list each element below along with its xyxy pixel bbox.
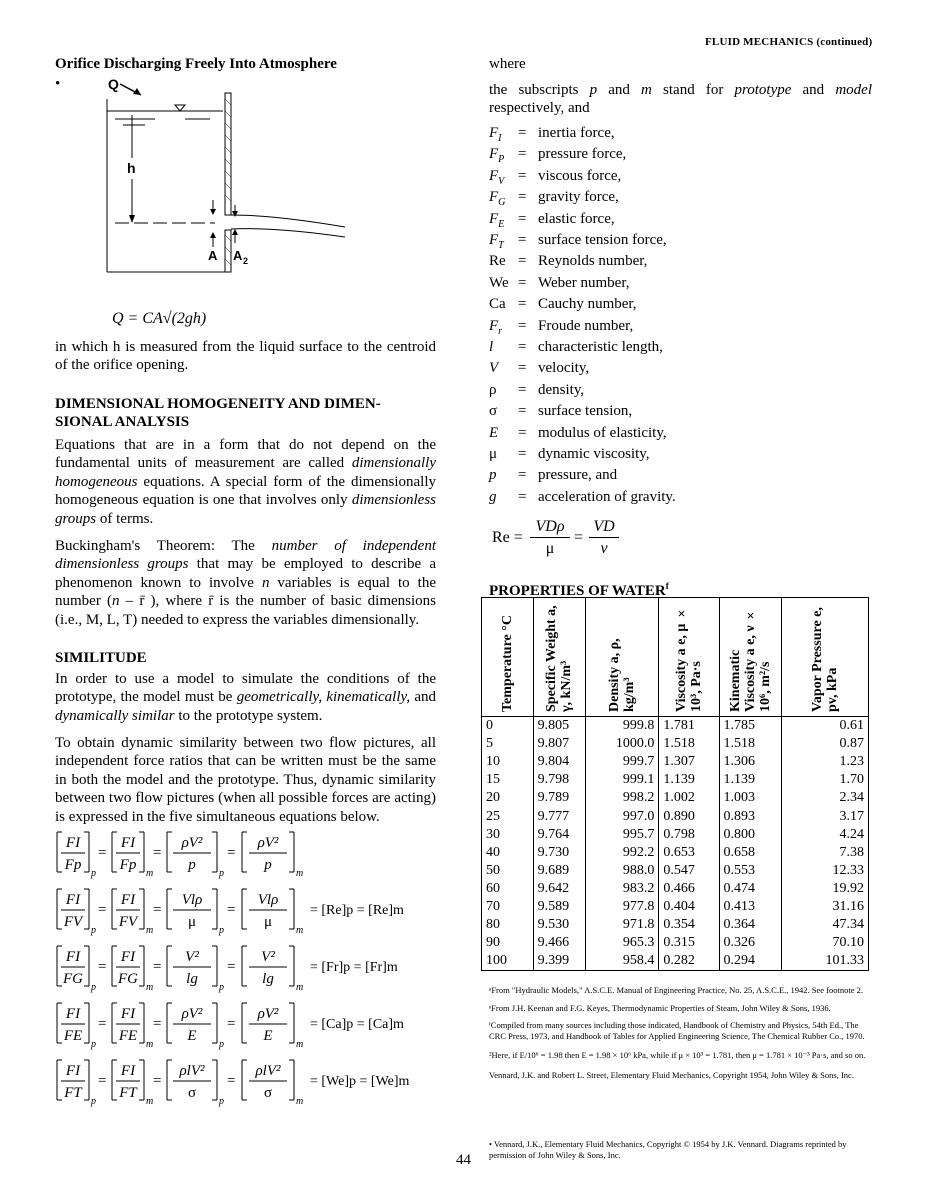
equation-subscript: p	[91, 868, 96, 879]
table-cell: 9.530	[533, 916, 586, 934]
a2-label: A	[233, 248, 243, 263]
table-cell: 9.807	[533, 735, 586, 753]
equation-numerator: FI	[65, 892, 81, 908]
equation-numerator: FI	[65, 1006, 81, 1022]
table-cell: 10	[482, 753, 534, 771]
table-cell: 9.798	[533, 771, 586, 789]
table-cell: 9.466	[533, 934, 586, 952]
water-properties-table	[481, 597, 869, 971]
definition-symbol: We	[489, 274, 509, 291]
definition-equals: =	[518, 424, 527, 441]
definition-equals: =	[518, 167, 527, 184]
table-cell: 101.33	[781, 952, 868, 971]
table-cell: 999.1	[586, 771, 659, 789]
reynolds-formula: Re = VDρ μ = VD ν	[492, 518, 612, 558]
equation-subscript: p	[219, 982, 224, 993]
table-header-cell: Vapor Pressure e, pv, kPa	[781, 598, 868, 717]
table-cell: 70	[482, 898, 534, 916]
table-cell: 977.8	[586, 898, 659, 916]
similitude-title: SIMILITUDE	[55, 650, 147, 666]
table-cell: 1.306	[719, 753, 781, 771]
equation-denominator: lg	[186, 971, 198, 987]
table-row	[482, 952, 869, 971]
definition-equals: =	[518, 360, 527, 377]
dim-paragraph-1: Equations that are in a form that do not depend on the fundamental units of measurement are called dimensionally homogeneous equations. A special form of the dimensionally homogeneous equation is one that involves only dimensionless groups of terms.	[55, 437, 436, 527]
equation-numerator: ρV²	[257, 1006, 279, 1022]
equation-tail: = [We]p = [We]m	[310, 1074, 410, 1089]
table-row	[482, 735, 869, 753]
table-cell: 70.10	[781, 934, 868, 952]
equation-numerator: FI	[65, 949, 81, 965]
table-cell: 9.689	[533, 862, 586, 880]
equation-denominator: FV	[63, 914, 83, 930]
table-cell: 25	[482, 807, 534, 825]
equation-numerator: ρlV²	[255, 1063, 281, 1079]
table-cell: 9.805	[533, 717, 586, 736]
equation-subscript: p	[219, 1039, 224, 1050]
definition-equals: =	[518, 232, 527, 248]
table-cell: 30	[482, 826, 534, 844]
dim-title-line2: SIONAL ANALYSIS	[55, 414, 190, 430]
definition-symbol: $F_V$	[489, 167, 505, 187]
definition-symbol: μ	[489, 446, 498, 462]
page-number: 44	[456, 1152, 471, 1168]
table-cell: 3.17	[781, 807, 868, 825]
table-cell: 9.399	[533, 952, 586, 971]
q-label: Q	[108, 76, 119, 92]
definition-symbol: V	[489, 360, 499, 377]
equation-subscript: m	[146, 868, 154, 879]
equation-subscript: m	[296, 1096, 304, 1107]
equation-equals: =	[98, 1016, 107, 1032]
equation-denominator: p	[264, 857, 272, 873]
equation-equals: =	[227, 1073, 236, 1089]
equation-equals: =	[98, 959, 107, 975]
a-label: A	[208, 248, 218, 263]
equation-numerator: ρV²	[181, 835, 203, 851]
table-cell: 9.730	[533, 844, 586, 862]
definition-meaning: surface tension,	[538, 403, 633, 420]
table-cell: 7.38	[781, 844, 868, 862]
table-cell: 1.785	[719, 717, 781, 736]
equation-subscript: p	[91, 925, 96, 936]
definition-meaning: elastic force,	[538, 210, 615, 227]
equation-numerator: ρV²	[257, 835, 279, 851]
table-cell: 0.294	[719, 952, 781, 971]
definition-meaning: dynamic viscosity,	[538, 446, 650, 462]
table-cell: 0.364	[719, 916, 781, 934]
definition-symbol: σ	[489, 403, 498, 420]
equation-numerator: FI	[120, 892, 136, 908]
equation-subscript: m	[146, 925, 154, 936]
equation-numerator: FI	[120, 1006, 136, 1022]
table-header-cell: Temperature °C	[482, 598, 534, 717]
table-cell: 0.890	[659, 807, 719, 825]
definition-equals: =	[518, 488, 527, 505]
table-cell: 2.34	[781, 789, 868, 807]
table-cell: 47.34	[781, 916, 868, 934]
table-cell: 9.789	[533, 789, 586, 807]
equation-subscript: p	[219, 925, 224, 936]
equation-numerator: FI	[65, 1063, 81, 1079]
table-cell: 0.466	[659, 880, 719, 898]
equation-subscript: p	[91, 1039, 96, 1050]
definition-symbol: $F_G$	[489, 189, 506, 209]
table-cell: 0	[482, 717, 534, 736]
definition-equals: =	[518, 210, 527, 227]
table-cell: 0.413	[719, 898, 781, 916]
orifice-formula: Q = CA√(2gh)	[112, 310, 207, 327]
equation-equals: =	[153, 959, 162, 975]
table-cell: 60	[482, 880, 534, 898]
table-cell: 9.589	[533, 898, 586, 916]
running-header: FLUID MECHANICS (continued)	[705, 36, 873, 48]
definition-symbol: $F_r$	[489, 317, 503, 337]
definition-symbol: $F_E$	[489, 210, 505, 230]
table-cell: 0.326	[719, 934, 781, 952]
table-cell: 9.777	[533, 807, 586, 825]
bullet: •	[55, 76, 61, 92]
definition-symbol: Ca	[489, 296, 506, 313]
definition-symbol: l	[489, 339, 494, 355]
equation-denominator: FG	[63, 971, 83, 987]
table-header-cell: Viscosity a e, μ × 10³, Pa·s	[659, 598, 719, 717]
table-cell: 9.642	[533, 880, 586, 898]
equation-denominator: μ	[263, 914, 273, 930]
table-cell: 0.404	[659, 898, 719, 916]
dim-title	[55, 395, 436, 431]
table-cell: 1.518	[719, 735, 781, 753]
equation-numerator: ρlV²	[179, 1063, 205, 1079]
equation-denominator: FE	[118, 1028, 138, 1044]
equation-denominator: FT	[64, 1085, 82, 1101]
definition-symbol: Re	[489, 253, 506, 270]
equation-numerator: V²	[261, 949, 275, 965]
definition-meaning: viscous force,	[538, 167, 622, 184]
equation-subscript: m	[146, 1039, 154, 1050]
table-cell: 0.800	[719, 826, 781, 844]
equation-denominator: σ	[263, 1085, 273, 1101]
table-cell: 1.781	[659, 717, 719, 736]
table-cell: 999.8	[586, 717, 659, 736]
table-row	[482, 807, 869, 825]
definition-meaning: surface tension force,	[538, 232, 667, 248]
table-cell: 0.553	[719, 862, 781, 880]
definition-symbol: p	[489, 467, 497, 484]
table-row	[482, 934, 869, 952]
footnote: Vennard, J.K. and Robert L. Street, Elementary Fluid Mechanics, Copyright 1954, John Wiley & Sons, Inc.	[489, 1070, 854, 1080]
table-row	[482, 862, 869, 880]
table-row	[482, 826, 869, 844]
equation-denominator: FT	[119, 1085, 137, 1101]
equation-denominator: σ	[187, 1085, 197, 1101]
equation-denominator: E	[187, 1028, 197, 1044]
definition-meaning: Froude number,	[538, 317, 634, 334]
definition-symbol: $F_T$	[489, 232, 504, 251]
equation-equals: =	[98, 1073, 107, 1089]
equation-subscript: p	[219, 1096, 224, 1107]
equation-subscript: p	[91, 982, 96, 993]
h-label: h	[127, 160, 136, 176]
definition-meaning: characteristic length,	[538, 339, 663, 355]
table-row	[482, 717, 869, 736]
equation-equals: =	[227, 902, 236, 918]
equation-numerator: FI	[120, 949, 136, 965]
equation-denominator: Fp	[64, 857, 82, 873]
definition-symbol: $F_P$	[489, 146, 505, 166]
orifice-diagram	[95, 75, 345, 280]
equation-denominator: μ	[187, 914, 197, 930]
equation-subscript: m	[296, 925, 304, 936]
equation-equals: =	[227, 1016, 236, 1032]
orifice-text: in which h is measured from the liquid surface to the centroid of the orifice opening.	[55, 339, 436, 374]
equation-numerator: V²	[185, 949, 199, 965]
equation-equals: =	[98, 902, 107, 918]
equation-numerator: ρV²	[181, 1006, 203, 1022]
table-cell: 90	[482, 934, 534, 952]
definition-equals: =	[518, 125, 527, 141]
equation-numerator: FI	[120, 1063, 136, 1079]
similitude-paragraph-1: In order to use a model to simulate the conditions of the prototype, the model must be geometrically, kinematically, and dynamically similar to the prototype system.	[55, 671, 436, 724]
equation-denominator: FE	[63, 1028, 83, 1044]
equation-subscript: m	[296, 1039, 304, 1050]
table-cell: 4.24	[781, 826, 868, 844]
definition-symbol: E	[489, 424, 499, 441]
definition-meaning: pressure force,	[538, 146, 627, 163]
table-cell: 12.33	[781, 862, 868, 880]
table-cell: 971.8	[586, 916, 659, 934]
equation-denominator: E	[263, 1028, 273, 1044]
definition-equals: =	[518, 467, 527, 484]
table-cell: 5	[482, 735, 534, 753]
definition-meaning: Cauchy number,	[538, 296, 637, 313]
equation-equals: =	[227, 845, 236, 861]
definition-equals: =	[518, 274, 527, 291]
definition-meaning: acceleration of gravity.	[538, 488, 676, 505]
table-cell: 0.653	[659, 844, 719, 862]
definition-meaning: inertia force,	[538, 125, 615, 141]
table-cell: 1000.0	[586, 735, 659, 753]
table-cell: 992.2	[586, 844, 659, 862]
equation-subscript: p	[219, 868, 224, 879]
table-row	[482, 916, 869, 934]
definition-symbol: $F_I$	[489, 125, 502, 144]
footnote: ᵉFrom J.H. Keenan and F.G. Keyes, Thermodynamic Properties of Steam, John Wiley & Sons, 1936.	[489, 1003, 831, 1013]
definition-meaning: gravity force,	[538, 189, 619, 206]
table-cell: 1.23	[781, 753, 868, 771]
table-row	[482, 753, 869, 771]
definition-meaning: Reynolds number,	[538, 253, 648, 270]
table-cell: 0.354	[659, 916, 719, 934]
equation-equals: =	[153, 845, 162, 861]
equation-subscript: m	[296, 982, 304, 993]
equation-numerator: FI	[120, 835, 136, 851]
table-cell: 0.474	[719, 880, 781, 898]
definition-symbol: g	[489, 488, 497, 505]
table-cell: 20	[482, 789, 534, 807]
equation-tail: = [Ca]p = [Ca]m	[310, 1017, 404, 1032]
table-cell: 958.4	[586, 952, 659, 971]
equation-equals: =	[227, 959, 236, 975]
similitude-paragraph-2: To obtain dynamic similarity between two flow pictures, all independent force ratios that can be written must be the same in both the model and the prototype. Thus, dynamic similarity between two flow pictures (when all possible forces are acting) is expressed in the five simultaneous equations below.	[55, 735, 436, 825]
table-cell: 1.139	[719, 771, 781, 789]
equation-denominator: p	[188, 857, 196, 873]
table-cell: 40	[482, 844, 534, 862]
table-cell: 999.7	[586, 753, 659, 771]
subscript-text: the subscripts p and m stand for prototype and model respectively, and	[489, 82, 872, 117]
definition-equals: =	[518, 146, 527, 163]
table-cell: 1.002	[659, 789, 719, 807]
table-cell: 50	[482, 862, 534, 880]
definition-meaning: modulus of elasticity,	[538, 424, 667, 441]
table-cell: 1.518	[659, 735, 719, 753]
equation-numerator: Vlρ	[181, 892, 203, 908]
table-cell: 0.798	[659, 826, 719, 844]
equation-equals: =	[98, 845, 107, 861]
equation-tail: = [Re]p = [Re]m	[310, 903, 404, 918]
table-cell: 988.0	[586, 862, 659, 880]
table-header-cell: Density a, ρ, kg/m³	[586, 598, 659, 717]
equation-tail: = [Fr]p = [Fr]m	[310, 960, 398, 975]
orifice-title: Orifice Discharging Freely Into Atmosphere	[55, 56, 337, 72]
footnote: ᵃFrom "Hydraulic Models," A.S.C.E. Manual of Engineering Practice, No. 25, A.S.C.E., 1942. See footnote 2.	[489, 985, 864, 995]
credit-note: • Vennard, J.K., Elementary Fluid Mechanics, Copyright © 1954 by J.K. Vennard. Diagrams reprinted by permission of John Wiley & Sons, Inc.	[489, 1139, 847, 1160]
equation-subscript: m	[296, 868, 304, 879]
definition-equals: =	[518, 381, 527, 398]
table-cell: 1.70	[781, 771, 868, 789]
water-table-title: PROPERTIES OF WATER$^f$	[489, 581, 669, 599]
definition-equals: =	[518, 189, 527, 206]
equation-equals: =	[153, 902, 162, 918]
table-row	[482, 789, 869, 807]
definition-equals: =	[518, 446, 527, 462]
similitude-equations	[52, 830, 442, 1130]
table-row	[482, 898, 869, 916]
definition-meaning: velocity,	[538, 360, 590, 377]
definition-equals: =	[518, 339, 527, 355]
table-cell: 983.2	[586, 880, 659, 898]
table-cell: 0.658	[719, 844, 781, 862]
footnote: ²Here, if E/10⁶ = 1.98 then E = 1.98 × 10⁶ kPa, while if μ × 10³ = 1.781, then μ = 1.781 × 10⁻³ Pa·s, and so on.	[489, 1050, 866, 1060]
equation-denominator: lg	[262, 971, 274, 987]
table-cell: 0.87	[781, 735, 868, 753]
table-cell: 80	[482, 916, 534, 934]
a2-subscript: 2	[243, 256, 249, 266]
equation-equals: =	[153, 1073, 162, 1089]
table-cell: 0.282	[659, 952, 719, 971]
table-cell: 965.3	[586, 934, 659, 952]
table-cell: 19.92	[781, 880, 868, 898]
table-cell: 31.16	[781, 898, 868, 916]
table-cell: 1.003	[719, 789, 781, 807]
table-header-cell: Specific Weight a, γ, kN/m³	[533, 598, 586, 717]
table-row	[482, 771, 869, 789]
equation-denominator: FG	[118, 971, 138, 987]
table-cell: 998.2	[586, 789, 659, 807]
table-row	[482, 880, 869, 898]
definition-meaning: Weber number,	[538, 274, 630, 291]
table-cell: 995.7	[586, 826, 659, 844]
equation-denominator: Fp	[119, 857, 137, 873]
equation-subscript: m	[146, 1096, 154, 1107]
definition-equals: =	[518, 253, 527, 270]
table-cell: 1.139	[659, 771, 719, 789]
table-row	[482, 844, 869, 862]
dim-paragraph-2: Buckingham's Theorem: The number of independent dimensionless groups that may be employed to describe a phenomenon known to involve n variables is equal to the number (n – r̄ ), where r̄ is the number of basic dimensions (i.e., M, L, T) needed to express the variables dimensionally.	[55, 538, 436, 628]
equation-subscript: m	[146, 982, 154, 993]
definition-equals: =	[518, 317, 527, 334]
table-cell: 15	[482, 771, 534, 789]
table-cell: 9.804	[533, 753, 586, 771]
definition-equals: =	[518, 403, 527, 420]
definition-meaning: density,	[538, 381, 585, 398]
table-cell: 997.0	[586, 807, 659, 825]
dim-title-line1: DIMENSIONAL HOMOGENEITY AND DIMEN-	[55, 396, 381, 412]
table-cell: 0.547	[659, 862, 719, 880]
table-cell: 9.764	[533, 826, 586, 844]
table-header-cell: Kinematic Viscosity a e, ν × 10⁶, m²/s	[719, 598, 781, 717]
where-label: where	[489, 56, 526, 72]
definition-equals: =	[518, 296, 527, 313]
table-cell: 0.893	[719, 807, 781, 825]
definition-meaning: pressure, and	[538, 467, 618, 484]
equation-numerator: FI	[65, 835, 81, 851]
equation-denominator: FV	[118, 914, 138, 930]
table-cell: 0.61	[781, 717, 868, 736]
footnote: ᶠCompiled from many sources including those indicated, Handbook of Chemistry and Physics, 54th Ed., The CRC Press, 1973, and Handbook of Tables for Applied Engineering Science, The Chemical Rubber Co., 1970.	[489, 1020, 865, 1041]
definition-symbol: ρ	[489, 381, 497, 398]
equation-subscript: p	[91, 1096, 96, 1107]
table-cell: 0.315	[659, 934, 719, 952]
table-cell: 1.307	[659, 753, 719, 771]
equation-equals: =	[153, 1016, 162, 1032]
equation-numerator: Vlρ	[257, 892, 279, 908]
table-cell: 100	[482, 952, 534, 971]
